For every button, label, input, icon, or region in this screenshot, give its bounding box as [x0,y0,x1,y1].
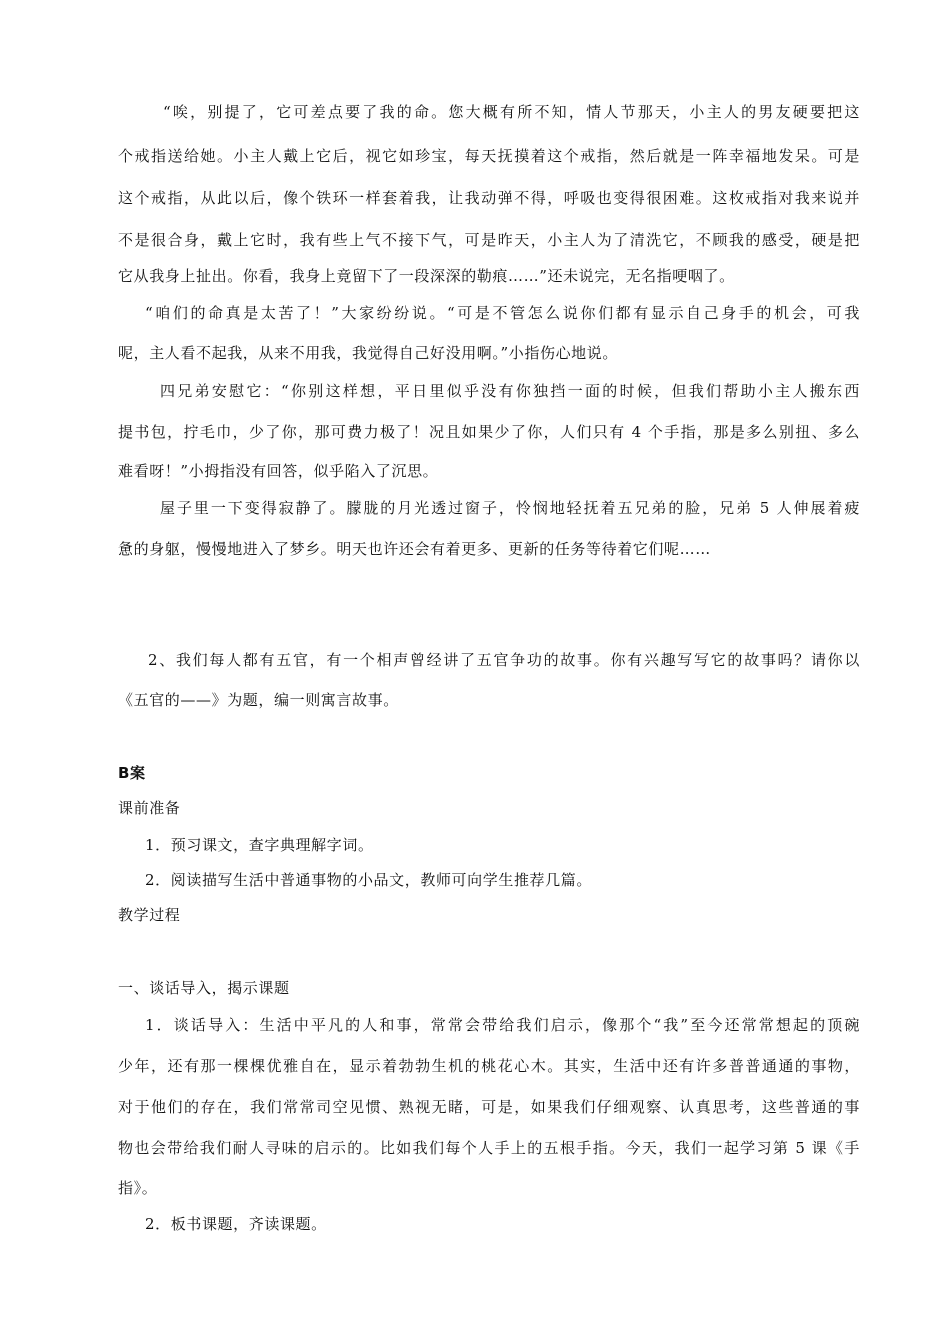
prep-title: 课前准备 [118,799,181,817]
story-p1-line-3: 这个戒指，从此以后，像个铁环一样套着我，让我动弹不得，呼吸也变得很困难。这枚戒指对我来说并 [118,189,860,207]
section-1-item-1-line-2: 少年，还有那一棵棵优雅自在，显示着勃勃生机的桃花心木。其实，生活中还有许多普普通通的事物， [118,1057,860,1075]
story-p3-line-2: 提书包，拧毛巾，少了你，那可费力极了！况且如果少了你，人们只有 4 个手指，那是多么别扭、多么 [118,423,860,441]
section-1-item-1-line-5: 指》。 [118,1179,158,1197]
story-p2-line-1: “咱们的命真是太苦了！”大家纷纷说。“可是不管怎么说你们都有显示自己身手的机会，可我 [145,304,860,322]
story-p1-line-4: 不是很合身，戴上它时，我有些上气不接下气，可是昨天，小主人为了清洗它，不顾我的感受，硬是把 [118,231,860,249]
section-1-item-1-line-4: 物也会带给我们耐人寻味的启示的。比如我们每个人手上的五根手指。今天，我们一起学习第 5 课《手 [118,1139,860,1157]
section-1-item-2: 2．板书课题，齐读课题。 [145,1215,327,1233]
section-1-item-1-line-3: 对于他们的存在，我们常常司空见惯、熟视无睹，可是，如果我们仔细观察、认真思考，这些普通的事 [118,1098,860,1116]
prep-item-1: 1．预习课文，查字典理解字词。 [145,836,374,854]
story-p4-line-1: 屋子里一下变得寂静了。朦胧的月光透过窗子，怜悯地轻抚着五兄弟的脸，兄弟 5 人伸展着疲 [160,499,860,517]
plan-b-heading: B案 [118,764,146,782]
story-p2-line-2: 呢，主人看不起我，从来不用我，我觉得自己好没用啊。”小指伤心地说。 [118,344,618,362]
section-1-item-1-line-1: 1．谈话导入：生活中平凡的人和事，常常会带给我们启示，像那个“我”至今还常常想起的顶碗 [145,1016,860,1034]
prep-item-2: 2．阅读描写生活中普通事物的小品文，教师可向学生推荐几篇。 [145,871,592,889]
story-p3-line-1: 四兄弟安慰它：“你别这样想，平日里似乎没有你独挡一面的时候，但我们帮助小主人搬东西 [160,382,860,400]
process-title: 教学过程 [118,906,181,924]
task2-line-1: 2、我们每人都有五官，有一个相声曾经讲了五官争功的故事。你有兴趣写写它的故事吗？请你以 [148,651,860,669]
story-p3-line-3: 难看呀！”小拇指没有回答，似乎陷入了沉思。 [118,462,439,480]
story-p4-line-2: 惫的身躯，慢慢地进入了梦乡。明天也许还会有着更多、更新的任务等待着它们呢…… [118,540,711,558]
story-p1-line-5: 它从我身上扯出。你看，我身上竟留下了一段深深的勒痕……”还未说完，无名指哽咽了。 [118,267,735,285]
story-p1-line-1: “唉，别提了，它可差点要了我的命。您大概有所不知，情人节那天，小主人的男友硬要把这 [163,103,860,121]
section-1-title: 一、谈话导入，揭示课题 [118,979,290,997]
story-p1-line-2: 个戒指送给她。小主人戴上它后，视它如珍宝，每天抚摸着这个戒指，然后就是一阵幸福地发呆。可是 [118,147,860,165]
task2-line-2: 《五官的——》为题，编一则寓言故事。 [118,691,399,709]
